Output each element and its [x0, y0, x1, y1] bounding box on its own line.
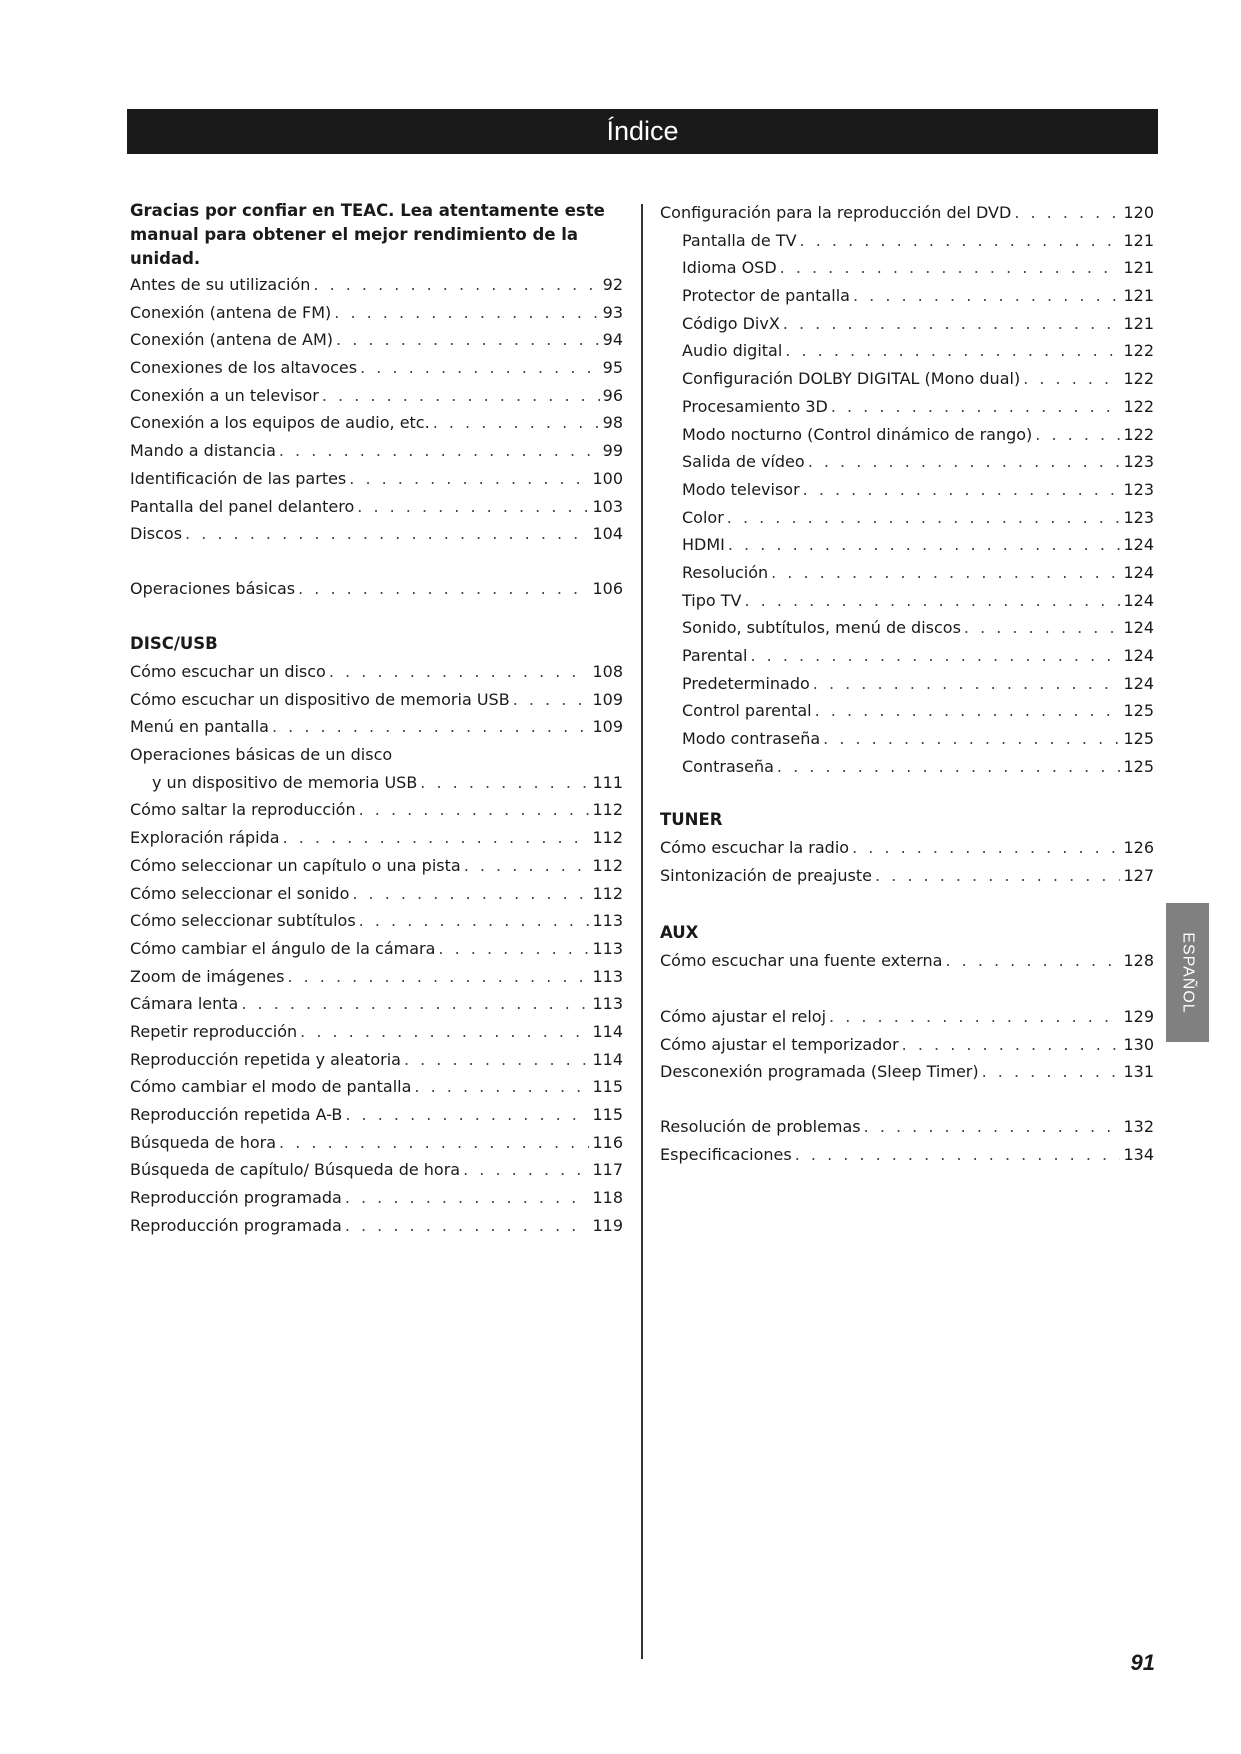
toc-entry[interactable]: Cómo ajustar el reloj . . . 129	[660, 1003, 1154, 1031]
toc-entry[interactable]: Sintonización de preajuste . . . 127	[660, 862, 1154, 890]
toc-entry[interactable]: Modo televisor . . . 123	[660, 476, 1154, 504]
toc-entry[interactable]: Reproducción programada . . . 118	[130, 1184, 623, 1212]
toc-entry[interactable]: Parental . . . 124	[660, 642, 1154, 670]
toc-entry[interactable]: y un dispositivo de memoria USB . . . 111	[130, 769, 623, 797]
toc-entry[interactable]: Predeterminado . . . 124	[660, 670, 1154, 698]
toc-entry[interactable]: Discos . . . 104	[130, 520, 623, 548]
page-title: Índice	[606, 116, 679, 146]
toc-entry[interactable]: Cómo escuchar un dispositivo de memoria USB . . . 109	[130, 686, 623, 714]
intro-text: Gracias por confiar en TEAC. Lea atentamente este manual para obtener el mejor rendimiento de la unidad.	[130, 201, 605, 268]
toc-entry[interactable]: Pantalla del panel delantero . . . 103	[130, 493, 623, 521]
toc-entry[interactable]: Reproducción programada . . . 119	[130, 1212, 623, 1240]
toc-entry[interactable]: Color . . . 123	[660, 504, 1154, 532]
toc-entry[interactable]: Cómo cambiar el modo de pantalla . . . 115	[130, 1073, 623, 1101]
toc-entry[interactable]: Control parental . . . 125	[660, 697, 1154, 725]
toc-entry[interactable]: Tipo TV . . . 124	[660, 587, 1154, 615]
toc-entry[interactable]: Cámara lenta . . . 113	[130, 990, 623, 1018]
toc-entry[interactable]: Protector de pantalla . . . 121	[660, 282, 1154, 310]
toc-entry[interactable]: Modo contraseña . . . 125	[660, 725, 1154, 753]
support-section	[660, 1113, 1154, 1168]
toc-entry[interactable]: Cómo escuchar un disco . . . 108	[130, 658, 623, 686]
page-number: 91	[1130, 1650, 1155, 1675]
toc-entry[interactable]: Modo nocturno (Control dinámico de rango) . . . 122	[660, 421, 1154, 449]
column-divider	[641, 204, 643, 1659]
toc-entry-wrapped-line[interactable]: Operaciones básicas de un disco	[130, 745, 393, 765]
toc-entry[interactable]: Cómo escuchar una fuente externa . . . 128	[660, 947, 1154, 975]
toc-entry[interactable]: Conexiones de los altavoces . . . 95	[130, 354, 623, 382]
toc-entry[interactable]: Salida de vídeo . . . 123	[660, 448, 1154, 476]
toc-entry[interactable]: Exploración rápida . . . 112	[130, 824, 623, 852]
basic-operations	[130, 575, 623, 603]
toc-entry[interactable]: Pantalla de TV . . . 121	[660, 227, 1154, 255]
toc-entry[interactable]: Conexión (antena de AM) . . . 94	[130, 326, 623, 354]
toc-entry[interactable]: Repetir reproducción . . . 114	[130, 1018, 623, 1046]
toc-entry[interactable]: Reproducción repetida y aleatoria . . . 114	[130, 1046, 623, 1074]
toc-entry[interactable]: Cómo cambiar el ángulo de la cámara . . . 113	[130, 935, 623, 963]
section-heading: DISC/USB	[130, 634, 218, 653]
toc-entry[interactable]: Búsqueda de capítulo/ Búsqueda de hora . . . 117	[130, 1156, 623, 1184]
language-tab-label: ESPAÑOL	[1179, 931, 1197, 1014]
toc-entry[interactable]: Procesamiento 3D . . . 122	[660, 393, 1154, 421]
toc-entry[interactable]: Código DivX . . . 121	[660, 310, 1154, 338]
section-heading: AUX	[660, 923, 699, 942]
toc-entry[interactable]: Reproducción repetida A-B . . . 115	[130, 1101, 623, 1129]
toc-entry[interactable]: Configuración para la reproducción del DVD . . . 120	[660, 199, 1154, 227]
dvd-setup-section	[660, 199, 1154, 780]
toc-entry[interactable]: Idioma OSD . . . 121	[660, 254, 1154, 282]
aux-section	[660, 919, 1154, 975]
toc-entry[interactable]: Zoom de imágenes . . . 113	[130, 963, 623, 991]
toc-entry[interactable]: Operaciones básicas . . . 106	[130, 575, 623, 603]
toc-entry[interactable]: Identificación de las partes . . . 100	[130, 465, 623, 493]
toc-entry[interactable]: Especificaciones . . . 134	[660, 1141, 1154, 1169]
toc-entry[interactable]: Resolución de problemas . . . 132	[660, 1113, 1154, 1141]
index-title-bar	[127, 109, 1158, 154]
toc-entry[interactable]: Cómo seleccionar subtítulos . . . 113	[130, 907, 623, 935]
toc-entry[interactable]: Resolución . . . 124	[660, 559, 1154, 587]
toc-entry[interactable]: Búsqueda de hora . . . 116	[130, 1129, 623, 1157]
toc-entry[interactable]: Desconexión programada (Sleep Timer) . . . 131	[660, 1058, 1154, 1086]
disc-usb-section	[130, 630, 623, 1239]
toc-entry[interactable]: Configuración DOLBY DIGITAL (Mono dual) . . . 122	[660, 365, 1154, 393]
toc-entry[interactable]: Conexión (antena de FM) . . . 93	[130, 299, 623, 327]
toc-entry[interactable]: Contraseña . . . 125	[660, 753, 1154, 781]
toc-entry[interactable]: Antes de su utilización . . . 92	[130, 271, 623, 299]
toc-entry[interactable]: Sonido, subtítulos, menú de discos . . . 124	[660, 614, 1154, 642]
toc-entry[interactable]: Menú en pantalla . . . 109	[130, 713, 623, 741]
toc-entry[interactable]: Mando a distancia . . . 99	[130, 437, 623, 465]
toc-entry[interactable]: Conexión a un televisor . . . 96	[130, 382, 623, 410]
tuner-section	[660, 806, 1154, 889]
toc-entry[interactable]: Audio digital . . . 122	[660, 337, 1154, 365]
general-list	[130, 271, 623, 548]
toc-entry[interactable]: HDMI . . . 124	[660, 531, 1154, 559]
clock-section	[660, 1003, 1154, 1086]
toc-entry[interactable]: Cómo ajustar el temporizador . . . 130	[660, 1031, 1154, 1059]
toc-entry[interactable]: Cómo escuchar la radio . . . 126	[660, 834, 1154, 862]
toc-entry[interactable]: Cómo seleccionar un capítulo o una pista . . . 112	[130, 852, 623, 880]
toc-entry[interactable]: Conexión a los equipos de audio, etc. . . . 98	[130, 409, 623, 437]
language-tab	[1166, 903, 1209, 1042]
toc-entry[interactable]: Cómo seleccionar el sonido . . . 112	[130, 880, 623, 908]
section-heading: TUNER	[660, 810, 723, 829]
toc-entry[interactable]: Cómo saltar la reproducción . . . 112	[130, 796, 623, 824]
